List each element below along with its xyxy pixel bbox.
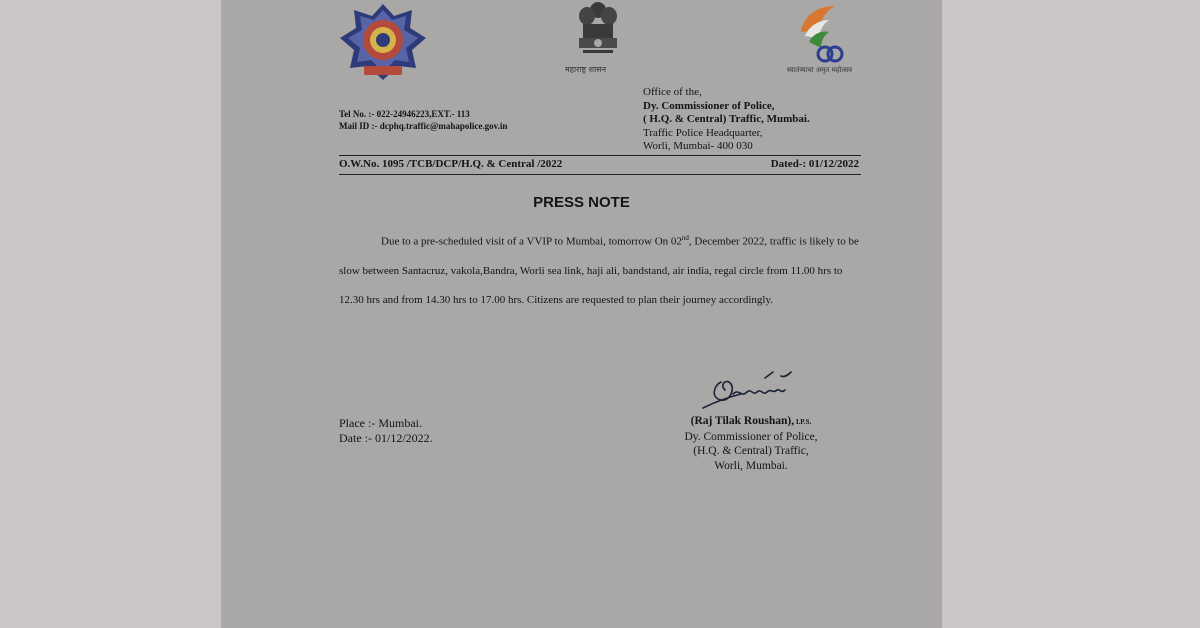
signatory-designation-2: (H.Q. & Central) Traffic, bbox=[693, 445, 809, 457]
outward-number: O.W.No. 1095 /TCB/DCP/H.Q. & Central /2022 bbox=[339, 158, 563, 170]
place-line: Place :- Mumbai. bbox=[339, 416, 422, 430]
office-line-5: Worli, Mumbai- 400 030 bbox=[643, 140, 753, 152]
office-line-1: Office of the, bbox=[643, 86, 702, 98]
office-address bbox=[643, 86, 810, 154]
telephone-line: Tel No. :- 022-24946223,EXT.- 113 bbox=[339, 109, 470, 119]
signatory-designation-1: Dy. Commissioner of Police, bbox=[684, 430, 818, 443]
mumbai-police-emblem-icon bbox=[338, 2, 428, 82]
body-text-part-1: Due to a pre-scheduled visit of a VVIP to Mumbai, tomorrow On 02 bbox=[381, 235, 682, 248]
date-line: Date :- 01/12/2022. bbox=[339, 430, 433, 445]
state-emblem-icon bbox=[569, 0, 627, 60]
office-line-3: ( H.Q. & Central) Traffic, Mumbai. bbox=[643, 113, 810, 125]
tricolour-logo-caption: स्वातंत्र्याचा अमृत महोत्सव bbox=[787, 66, 852, 74]
state-emblem-caption: महाराष्ट्र शासन bbox=[565, 65, 607, 74]
press-note-body bbox=[339, 224, 859, 315]
signatory-designation-3: Worli, Mumbai. bbox=[714, 459, 788, 472]
reference-line bbox=[339, 158, 861, 170]
signatory-block bbox=[651, 414, 851, 473]
office-line-2: Dy. Commissioner of Police, bbox=[643, 99, 775, 112]
body-text-superscript: nd bbox=[681, 234, 689, 242]
contact-details bbox=[339, 108, 507, 132]
tricolour-logo-icon bbox=[791, 2, 851, 66]
email-line: Mail ID :- dcphq.traffic@mahapolice.gov.in bbox=[339, 121, 508, 131]
header-divider-top bbox=[339, 155, 861, 156]
place-date-block bbox=[339, 416, 433, 445]
handwritten-signature bbox=[695, 368, 805, 419]
header-divider-bottom bbox=[339, 174, 861, 175]
document-title: PRESS NOTE bbox=[533, 194, 630, 211]
signatory-name: (Raj Tilak Roushan), bbox=[690, 415, 795, 427]
body-text-part-2: , December 2022, traffic is likely to be slow between Santacruz, vakola,Bandra, Worli sea link, haji ali, bandstand, air india, regal circle from 11.00 hrs to 12.30 hrs and from 14.30 hrs to 17.00 hrs. Citizens are requested to plan their journey accordingly. bbox=[339, 235, 859, 306]
office-line-4: Traffic Police Headquarter, bbox=[643, 126, 763, 139]
signatory-suffix: I.P.S. bbox=[794, 418, 812, 426]
dated: Dated-: 01/12/2022 bbox=[770, 158, 859, 170]
press-note-document bbox=[221, 0, 942, 628]
